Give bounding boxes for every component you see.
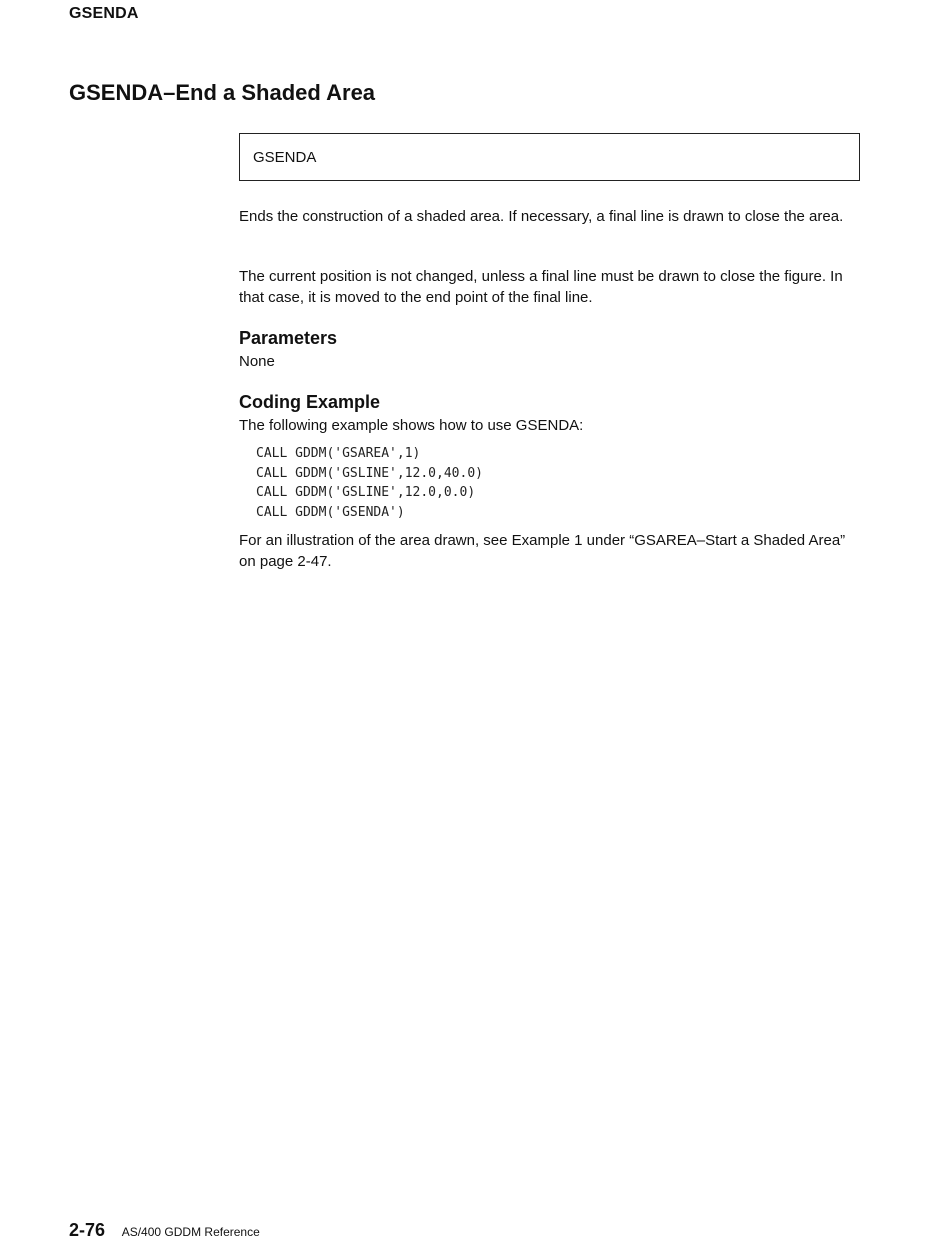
parameters-text: None bbox=[239, 353, 275, 370]
syntax-text: GSENDA bbox=[253, 149, 317, 166]
code-block bbox=[256, 444, 483, 522]
coding-example-heading: Coding Example bbox=[239, 392, 381, 412]
code-line: CALL GDDM('GSLINE',12.0,40.0) bbox=[256, 465, 483, 481]
code-line: CALL GDDM('GSENDA') bbox=[256, 504, 405, 520]
cross-reference-paragraph: For an illustration of the area drawn, see Example 1 under “GSAREA–Start a Shaded Area” on page 2-47. bbox=[239, 532, 846, 570]
code-line: CALL GDDM('GSLINE',12.0,0.0) bbox=[256, 485, 476, 500]
page-title: GSENDA–End a Shaded Area bbox=[69, 80, 376, 105]
code-line: CALL GDDM('GSAREA',1) bbox=[256, 446, 421, 461]
coding-example-intro: The following example shows how to use GSENDA: bbox=[239, 417, 584, 434]
description-paragraph: The current position is not changed, unless a final line must be drawn to close the figure. In that case, it is moved to the end point of the final line. bbox=[239, 268, 843, 306]
page-footer bbox=[69, 1220, 260, 1241]
description-paragraph: Ends the construction of a shaded area. If necessary, a final line is drawn to close the area. bbox=[239, 208, 844, 225]
running-head: GSENDA bbox=[69, 5, 139, 22]
book-title: AS/400 GDDM Reference bbox=[121, 1225, 260, 1239]
parameters-heading: Parameters bbox=[239, 328, 338, 348]
page-number: 2-76 bbox=[69, 1220, 106, 1240]
syntax-box bbox=[239, 133, 860, 181]
